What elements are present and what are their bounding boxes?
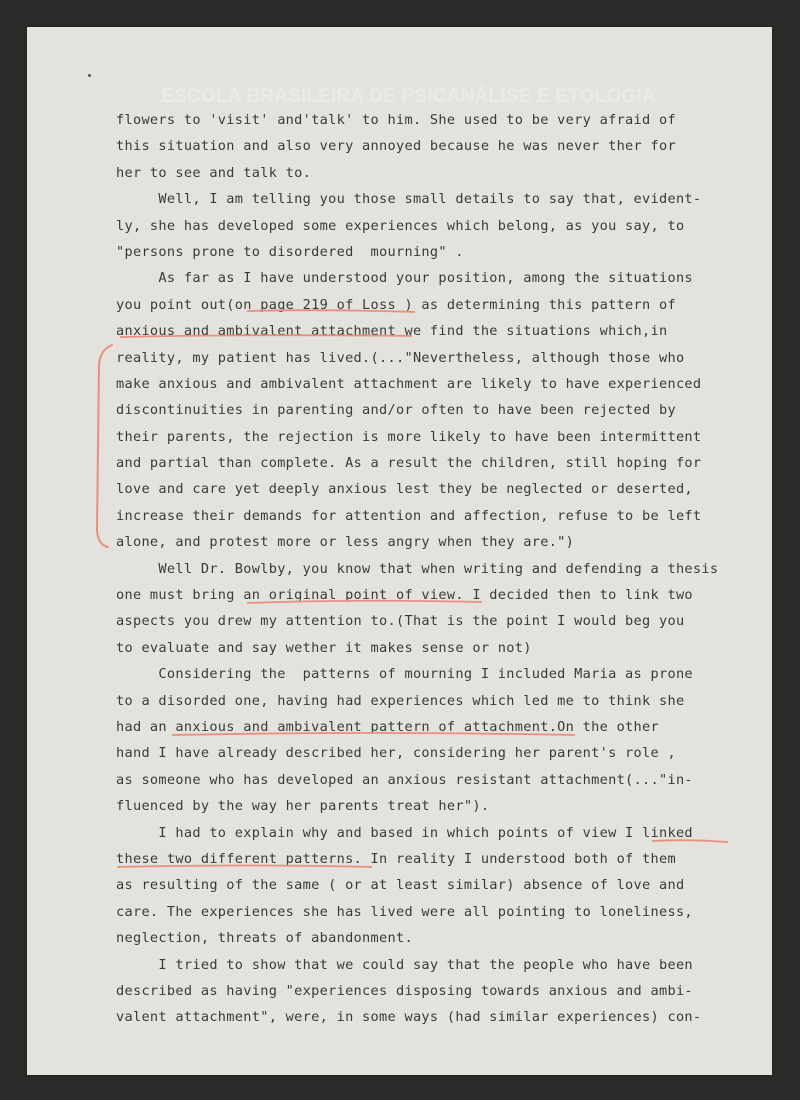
letter-body <box>116 107 776 1031</box>
text-line: love and care yet deeply anxious lest they be neglected or deserted, <box>116 481 693 498</box>
text-line: "persons prone to disordered mourning" . <box>116 243 464 260</box>
text-line: neglection, threats of abandonment. <box>116 930 413 947</box>
text-line: and partial than complete. As a result the children, still hoping for <box>116 455 702 472</box>
text-line: I had to explain why and based in which points of view I linked <box>116 824 693 841</box>
text-line: these two different patterns. In reality I understood both of them <box>116 850 676 867</box>
text-line: Well, I am telling you those small details to say that, evident- <box>116 191 702 208</box>
text-line: increase their demands for attention and affection, refuse to be left <box>116 507 702 524</box>
text-line: as resulting of the same ( or at least similar) absence of love and <box>116 877 685 894</box>
text-line: aspects you drew my attention to.(That is the point I would beg you <box>116 613 685 630</box>
text-line: valent attachment", were, in some ways (had similar experiences) con- <box>116 1009 702 1026</box>
text-line: As far as I have understood your position, among the situations <box>116 270 693 287</box>
text-line: alone, and protest more or less angry when they are.") <box>116 534 575 551</box>
text-line: hand I have already described her, considering her parent's role , <box>116 745 676 762</box>
text-line: one must bring an original point of view. I decided then to link two <box>116 587 693 604</box>
text-line: to a disorded one, having had experiences which led me to think she <box>116 692 685 709</box>
text-line: reality, my patient has lived.(..."Nevertheless, although those who <box>116 349 685 366</box>
text-line: her to see and talk to. <box>116 164 312 181</box>
text-line: care. The experiences she has lived were all pointing to loneliness, <box>116 903 693 920</box>
text-line: to evaluate and say wether it makes sense or not) <box>116 639 532 656</box>
text-line: this situation and also very annoyed because he was never ther for <box>116 138 676 155</box>
text-line: as someone who has developed an anxious resistant attachment(..."in- <box>116 771 693 788</box>
text-line: Well Dr. Bowlby, you know that when writing and defending a thesis <box>116 560 719 577</box>
text-line: fluenced by the way her parents treat her"). <box>116 798 490 815</box>
punch-mark <box>88 74 91 77</box>
text-line: make anxious and ambivalent attachment are likely to have experienced <box>116 375 702 392</box>
text-line: I tried to show that we could say that the people who have been <box>116 956 693 973</box>
text-line: Considering the patterns of mourning I included Maria as prone <box>116 666 693 683</box>
letterhead: ESCOLA BRASILEIRA DE PSICANÁLISE E ETOLOGIA <box>161 86 656 107</box>
text-line: you point out(on page 219 of Loss ) as determining this pattern of <box>116 296 676 313</box>
text-line: flowers to 'visit' and'talk' to him. She used to be very afraid of <box>116 112 676 128</box>
text-line: described as having "experiences disposing towards anxious and ambi- <box>116 982 693 999</box>
text-line: anxious and ambivalent attachment we find the situations which,in <box>116 323 668 340</box>
text-line: ly, she has developed some experiences which belong, as you say, to <box>116 217 685 234</box>
text-line: discontinuities in parenting and/or often to have been rejected by <box>116 402 676 419</box>
text-line: their parents, the rejection is more likely to have been intermittent <box>116 428 702 445</box>
text-line: had an anxious and ambivalent pattern of attachment.On the other <box>116 718 659 735</box>
